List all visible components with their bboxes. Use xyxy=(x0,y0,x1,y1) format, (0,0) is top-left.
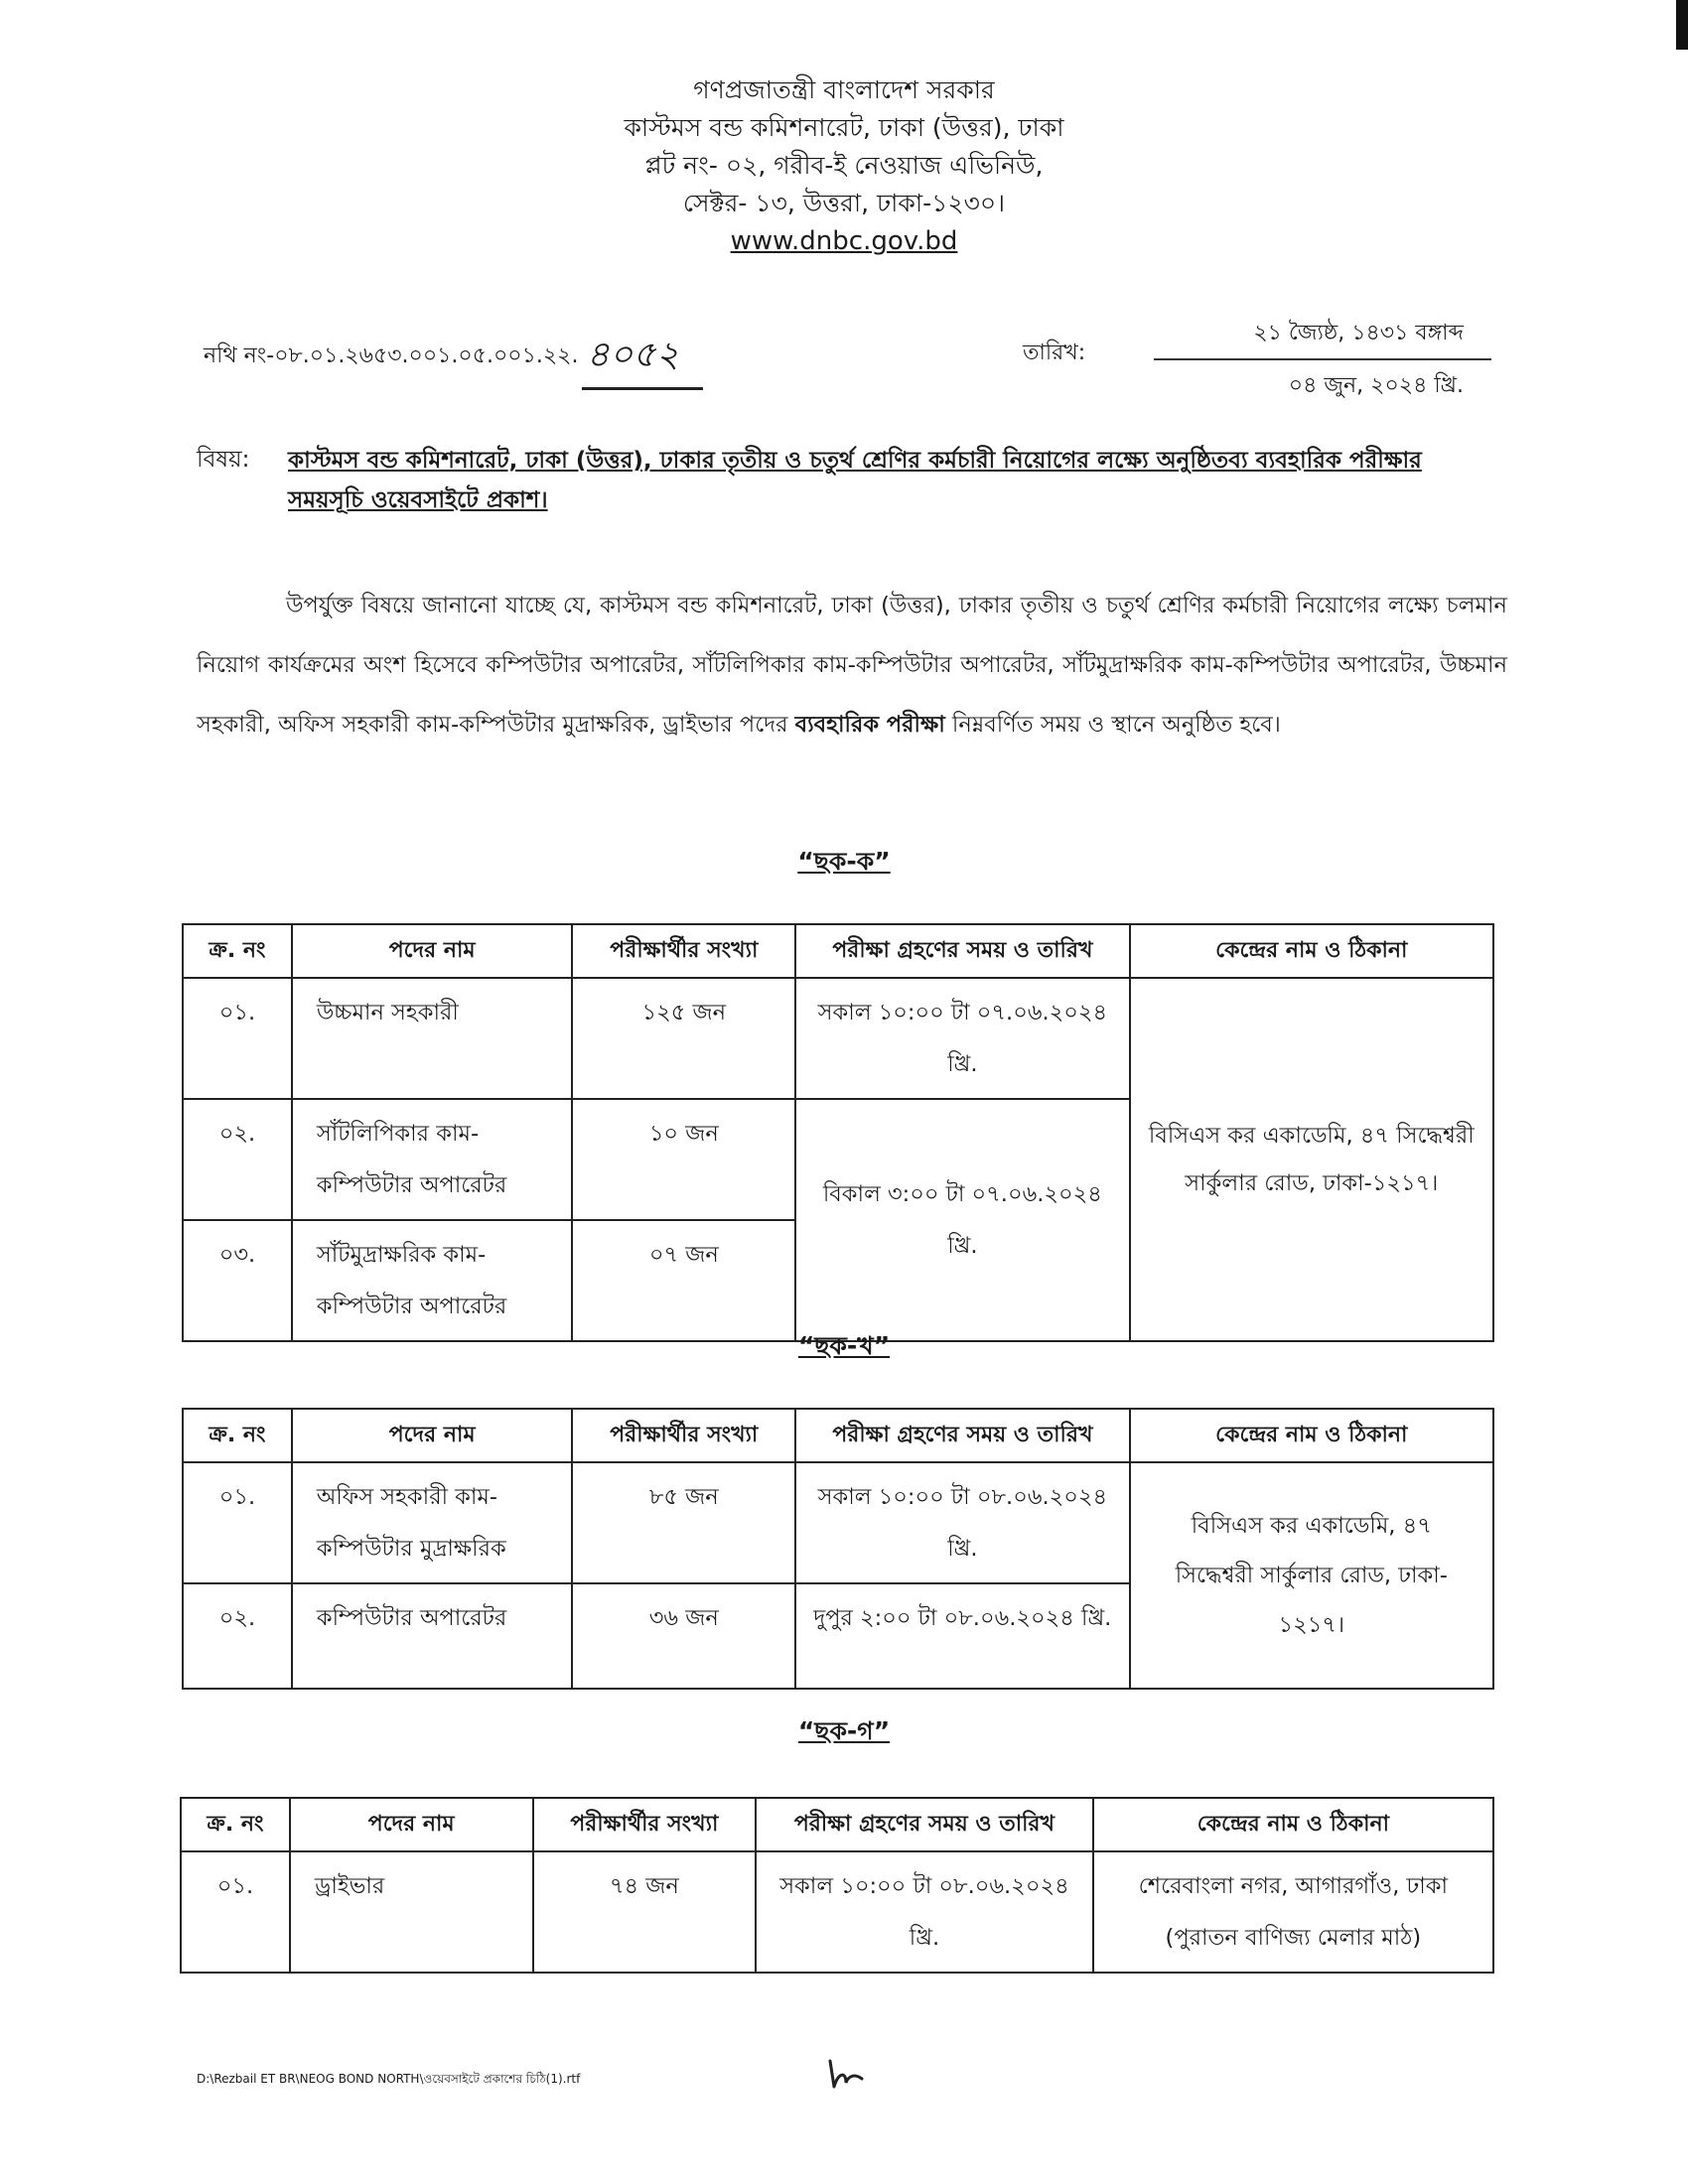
col-time: পরীক্ষা গ্রহণের সময় ও তারিখ xyxy=(795,924,1129,978)
col-count: পরীক্ষার্থীর সংখ্যা xyxy=(533,1798,757,1851)
table-ga-title: “ছক-গ” xyxy=(797,1716,891,1745)
body-paragraph xyxy=(197,576,1507,754)
table-row-sl: ০২. xyxy=(183,1583,292,1689)
table-row-center: শেরেবাংলা নগর, আগারগাঁও, ঢাকা (পুরাতন বাণিজ্য মেলার মাঠ) xyxy=(1093,1851,1493,1973)
table-row-post: অফিস সহকারী কাম-কম্পিউটার মুদ্রাক্ষরিক xyxy=(292,1462,573,1583)
col-count: পরীক্ষার্থীর সংখ্যা xyxy=(572,924,795,978)
table-ka-title: “ছক-ক” xyxy=(797,847,891,876)
website-link[interactable]: www.dnbc.gov.bd xyxy=(730,226,958,256)
col-post: পদের নাম xyxy=(292,1409,573,1462)
table-ga xyxy=(180,1797,1494,1974)
memo-number xyxy=(204,328,703,390)
memo-handwritten-number: ৪০৫২ xyxy=(582,328,703,390)
table-row-count: ০৭ জন xyxy=(572,1220,795,1341)
table-row-post: ড্রাইভার xyxy=(290,1851,533,1973)
col-center: কেন্দ্রের নাম ও ঠিকানা xyxy=(1130,1409,1493,1462)
table-row-post: সাঁটমুদ্রাক্ষরিক কাম-কম্পিউটার অপারেটর xyxy=(292,1220,573,1341)
table-row-post: উচ্চমান সহকারী xyxy=(292,978,573,1099)
file-path: D:\Rezbail ET BR\NEOG BOND NORTH\ওয়েবসাইটে প্রকাশের চিঠি(1).rtf xyxy=(197,2072,581,2086)
body-bold-text: ব্যবহারিক পরীক্ষা xyxy=(794,712,945,738)
col-count: পরীক্ষার্থীর সংখ্যা xyxy=(572,1409,795,1462)
table-row-sl: ০১. xyxy=(183,978,292,1099)
table-row-center: বিসিএস কর একাডেমি, ৪৭ সিদ্ধেশ্বরী সার্কুলার রোড, ঢাকা-১২১৭। xyxy=(1130,978,1493,1341)
scan-edge-mark xyxy=(1676,0,1688,50)
table-row-sl: ০১. xyxy=(183,1462,292,1583)
table-ka xyxy=(182,923,1494,1342)
col-time: পরীক্ষা গ্রহণের সময় ও তারিখ xyxy=(756,1798,1093,1851)
table-row-sl: ০১. xyxy=(181,1851,290,1973)
initial-signature xyxy=(824,2053,874,2093)
office-name: কাস্টমস বন্ড কমিশনারেট, ঢাকা (উত্তর), ঢাকা xyxy=(624,113,1064,142)
letterhead xyxy=(0,71,1688,260)
memo-prefix: নথি নং-০৮.০১.২৬৫৩.০০১.০৫.০০১.২২. xyxy=(204,343,579,368)
table-row-count: ৭৪ জন xyxy=(533,1851,757,1973)
col-post: পদের নাম xyxy=(290,1798,533,1851)
body-text-1: উপর্যুক্ত বিষয়ে জানানো যাচ্ছে যে, কাস্টমস বন্ড কমিশনারেট, ঢাকা (উত্তর), ঢাকার তৃতীয় ও চতুর্থ শ্রেণির কর্মচারী নিয়োগের লক্ষ্যে চলমান নিয়োগ কার্যক্রমের অংশ হিসেবে কম্পিউটার অপারেটর, সাঁটলিপিকার কাম-কম্পিউটার অপারেটর, সাঁটমুদ্রাক্ষরিক কাম-কম্পিউটার অপারেটর, উচ্চমান সহকারী, অফিস সহকারী কাম-কম্পিউটার মুদ্রাক্ষরিক, ড্রাইভার পদের xyxy=(197,593,1507,738)
table-kha xyxy=(182,1408,1494,1690)
col-sl: ক্র. নং xyxy=(181,1798,290,1851)
subject-label: বিষয়: xyxy=(197,447,250,473)
address-line-1: প্লট নং- ০২, গরীব-ই নেওয়াজ এভিনিউ, xyxy=(644,151,1044,180)
table-row-sl: ০৩. xyxy=(183,1220,292,1341)
table-row-time: বিকাল ৩:০০ টা ০৭.০৬.২০২৪ খ্রি. xyxy=(795,1099,1129,1341)
date-bangla: ২১ জ্যৈষ্ঠ, ১৪৩১ বঙ্গাব্দ xyxy=(1154,314,1491,360)
table-row-post: সাঁটলিপিকার কাম-কম্পিউটার অপারেটর xyxy=(292,1099,573,1220)
table-row-count: ৮৫ জন xyxy=(572,1462,795,1583)
government-name: গণপ্রজাতন্ত্রী বাংলাদেশ সরকার xyxy=(693,75,995,104)
date-english: ০৪ জুন, ২০২৪ খ্রি. xyxy=(1288,373,1464,398)
table-row-sl: ০২. xyxy=(183,1099,292,1220)
table-row-count: ১০ জন xyxy=(572,1099,795,1220)
table-row-count: ৩৬ জন xyxy=(572,1583,795,1689)
subject-text: কাস্টমস বন্ড কমিশনারেট, ঢাকা (উত্তর), ঢাকার তৃতীয় ও চতুর্থ শ্রেণির কর্মচারী নিয়োগের লক্ষ্যে অনুষ্ঠিতব্য ব্যবহারিক পরীক্ষার সময়সূচি ওয়েবসাইটে প্রকাশ। xyxy=(288,448,1422,513)
table-kha-title: “ছক-খ” xyxy=(797,1331,891,1360)
body-text-2: নিম্নবর্ণিত সময় ও স্থানে অনুষ্ঠিত হবে। xyxy=(944,712,1281,738)
table-row-count: ১২৫ জন xyxy=(572,978,795,1099)
table-row-time: সকাল ১০:০০ টা ০৮.০৬.২০২৪ খ্রি. xyxy=(795,1462,1130,1583)
date-label: তারিখ: xyxy=(1023,341,1086,365)
col-post: পদের নাম xyxy=(292,924,573,978)
col-center: কেন্দ্রের নাম ও ঠিকানা xyxy=(1130,924,1493,978)
table-row-post: কম্পিউটার অপারেটর xyxy=(292,1583,573,1689)
table-row-time: দুপুর ২:০০ টা ০৮.০৬.২০২৪ খ্রি. xyxy=(795,1583,1130,1689)
col-center: কেন্দ্রের নাম ও ঠিকানা xyxy=(1093,1798,1493,1851)
address-line-2: সেক্টর- ১৩, উত্তরা, ঢাকা-১২৩০। xyxy=(682,189,1006,217)
col-time: পরীক্ষা গ্রহণের সময় ও তারিখ xyxy=(795,1409,1130,1462)
col-sl: ক্র. নং xyxy=(183,1409,292,1462)
table-row-time: সকাল ১০:০০ টা ০৮.০৬.২০২৪ খ্রি. xyxy=(756,1851,1093,1973)
col-sl: ক্র. নং xyxy=(183,924,292,978)
table-row-center: বিসিএস কর একাডেমি, ৪৭ সিদ্ধেশ্বরী সার্কুলার রোড, ঢাকা- ১২১৭। xyxy=(1130,1462,1493,1689)
date-block xyxy=(1023,314,1509,398)
table-row-time: সকাল ১০:০০ টা ০৭.০৬.২০২৪ খ্রি. xyxy=(795,978,1129,1099)
